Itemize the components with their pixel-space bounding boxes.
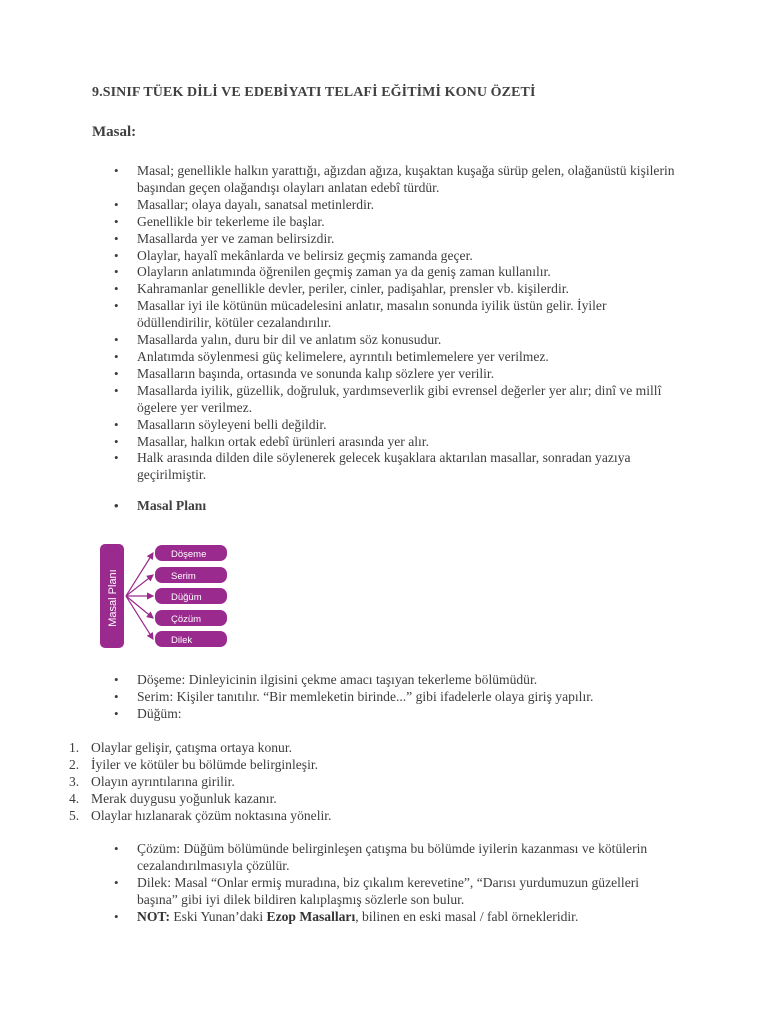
list-item: • Masallarda iyilik, güzellik, doğruluk, yardımseverlik gibi evrensel değerler yer alır; dinî ve millî ögelere yer verilmez. (0, 383, 768, 417)
diagram-label-text: Masal Planı (107, 569, 119, 627)
list-item: • Çözüm: Düğüm bölümünde belirginleşen çatışma bu bölümde iyilerin kazanması ve kötülerin cezalandırılmasıyla çözülür. (0, 841, 768, 875)
masal-plan-heading-list (0, 498, 296, 515)
stage-label: Serim (171, 571, 196, 582)
dugum-steps-list (0, 740, 331, 825)
list-item: • Masal; genellikle halkın yarattığı, ağızdan ağıza, kuşaktan kuşağa sürüp gelen, olağanüstü kişilerin başından geçen olağandışı olayları anlatan edebî türdür. (0, 163, 768, 197)
list-item: • Olayların anlatımında öğrenilen geçmiş zaman ya da geniş zaman kullanılır. (0, 264, 768, 281)
stage-label: Döşeme (171, 549, 207, 560)
step-text: Olaylar gelişir, çatışma ortaya konur. (91, 740, 293, 755)
note-text-before: Eski Yunan’daki (169, 908, 267, 924)
arrow-dilek (126, 596, 153, 639)
list-item: • Dilek: Masal “Onlar ermiş muradına, biz çıkalım kerevetine”, “Darısı yurdumuzun güzelleri başına” gibi iyi dilek bildiren kalıplaşmış sözlerle son bulur. (0, 875, 768, 909)
stage-box-dugum (155, 588, 227, 604)
final-stage-list (0, 841, 768, 926)
stage-description-list (0, 672, 683, 723)
step-text: Olayın ayrıntılarına girilir. (91, 773, 235, 789)
list-item: • Masallar iyi ile kötünün mücadelesini anlatır, masalın sonunda iyilik üstün gelir. İyiler ödüllendirilir, kötüler cezalandırılır. (0, 298, 768, 332)
note-item (0, 909, 768, 926)
section-heading-masal: Masal: (92, 124, 137, 140)
step-text: Olaylar hızlanarak çözüm noktasına yönelir. (91, 807, 332, 823)
list-item: • Masalların başında, ortasında ve sonunda kalıp sözlere yer verilir. (0, 366, 768, 383)
list-item (0, 808, 331, 825)
masal-plan-diagram (98, 542, 232, 652)
step-text: İyiler ve kötüler bu bölümde belirginleşir. (91, 756, 319, 772)
step-text: Merak duygusu yoğunluk kazanır. (91, 790, 277, 806)
list-item: • Anlatımda söylenmesi güç kelimelere, ayrıntılı betimlemelere yer verilmez. (0, 349, 768, 366)
list-item: • Düğüm: (0, 706, 683, 723)
list-item: • Masallarda yalın, duru bir dil ve anlatım söz konusudur. (0, 332, 768, 349)
stage-label: Çözüm (171, 614, 202, 625)
list-item: • Kahramanlar genellikle devler, periler, cinler, padişahlar, prensler vb. kişilerdir. (0, 281, 768, 298)
stage-box-dosame (155, 545, 227, 561)
list-item: • Masallarda yer ve zaman belirsizdir. (0, 231, 768, 248)
diagram-arrows (126, 553, 153, 639)
list-item (0, 740, 331, 757)
masal-feature-list (0, 163, 768, 484)
arrow-serim (126, 575, 153, 596)
list-item: • Masallar; olaya dayalı, sanatsal metinlerdir. (0, 197, 768, 214)
note-label: NOT: (137, 908, 170, 924)
list-item (0, 774, 331, 791)
arrow-cozum (126, 596, 153, 618)
note-text-after: , bilinen en eski masal / fabl örnekleridir. (355, 908, 579, 924)
list-item: • Döşeme: Dinleyicinin ilgisini çekme amacı taşıyan tekerleme bölümüdür. (0, 672, 683, 689)
list-item: • Olaylar, hayalî mekânlarda ve belirsiz geçmiş zamanda geçer. (0, 248, 768, 265)
stage-label: Düğüm (171, 592, 202, 603)
stage-box-cozum (155, 610, 227, 626)
step-number: 5. (69, 807, 80, 823)
note-strong: Ezop Masalları (266, 908, 356, 924)
list-item: • Halk arasında dilden dile söylenerek gelecek kuşaklara aktarılan masallar, sonradan yazıya geçirilmiştir. (0, 450, 768, 484)
list-item: • Masalların söyleyeni belli değildir. (0, 417, 768, 434)
list-item (0, 791, 331, 808)
list-item: • Genellikle bir tekerleme ile başlar. (0, 214, 768, 231)
stage-box-serim (155, 567, 227, 583)
step-number: 4. (69, 790, 80, 806)
list-item: • Serim: Kişiler tanıtılır. “Bir memleketin birinde...” gibi ifadelerle olaya giriş yapılır. (0, 689, 683, 706)
list-item: • Masallar, halkın ortak edebî ürünleri arasında yer alır. (0, 434, 768, 451)
list-item (0, 757, 331, 774)
stage-box-dilek (155, 631, 227, 647)
stage-label: Dilek (171, 635, 193, 646)
step-number: 1. (69, 740, 80, 755)
step-number: 2. (69, 756, 80, 772)
masal-plan-heading: • Masal Planı (0, 498, 296, 515)
arrow-dosame (126, 553, 153, 596)
document-title: 9.SINIF TÜEK DİLİ VE EDEBİYATI TELAFİ EĞİTİMİ KONU ÖZETİ (92, 85, 536, 100)
step-number: 3. (69, 773, 80, 789)
